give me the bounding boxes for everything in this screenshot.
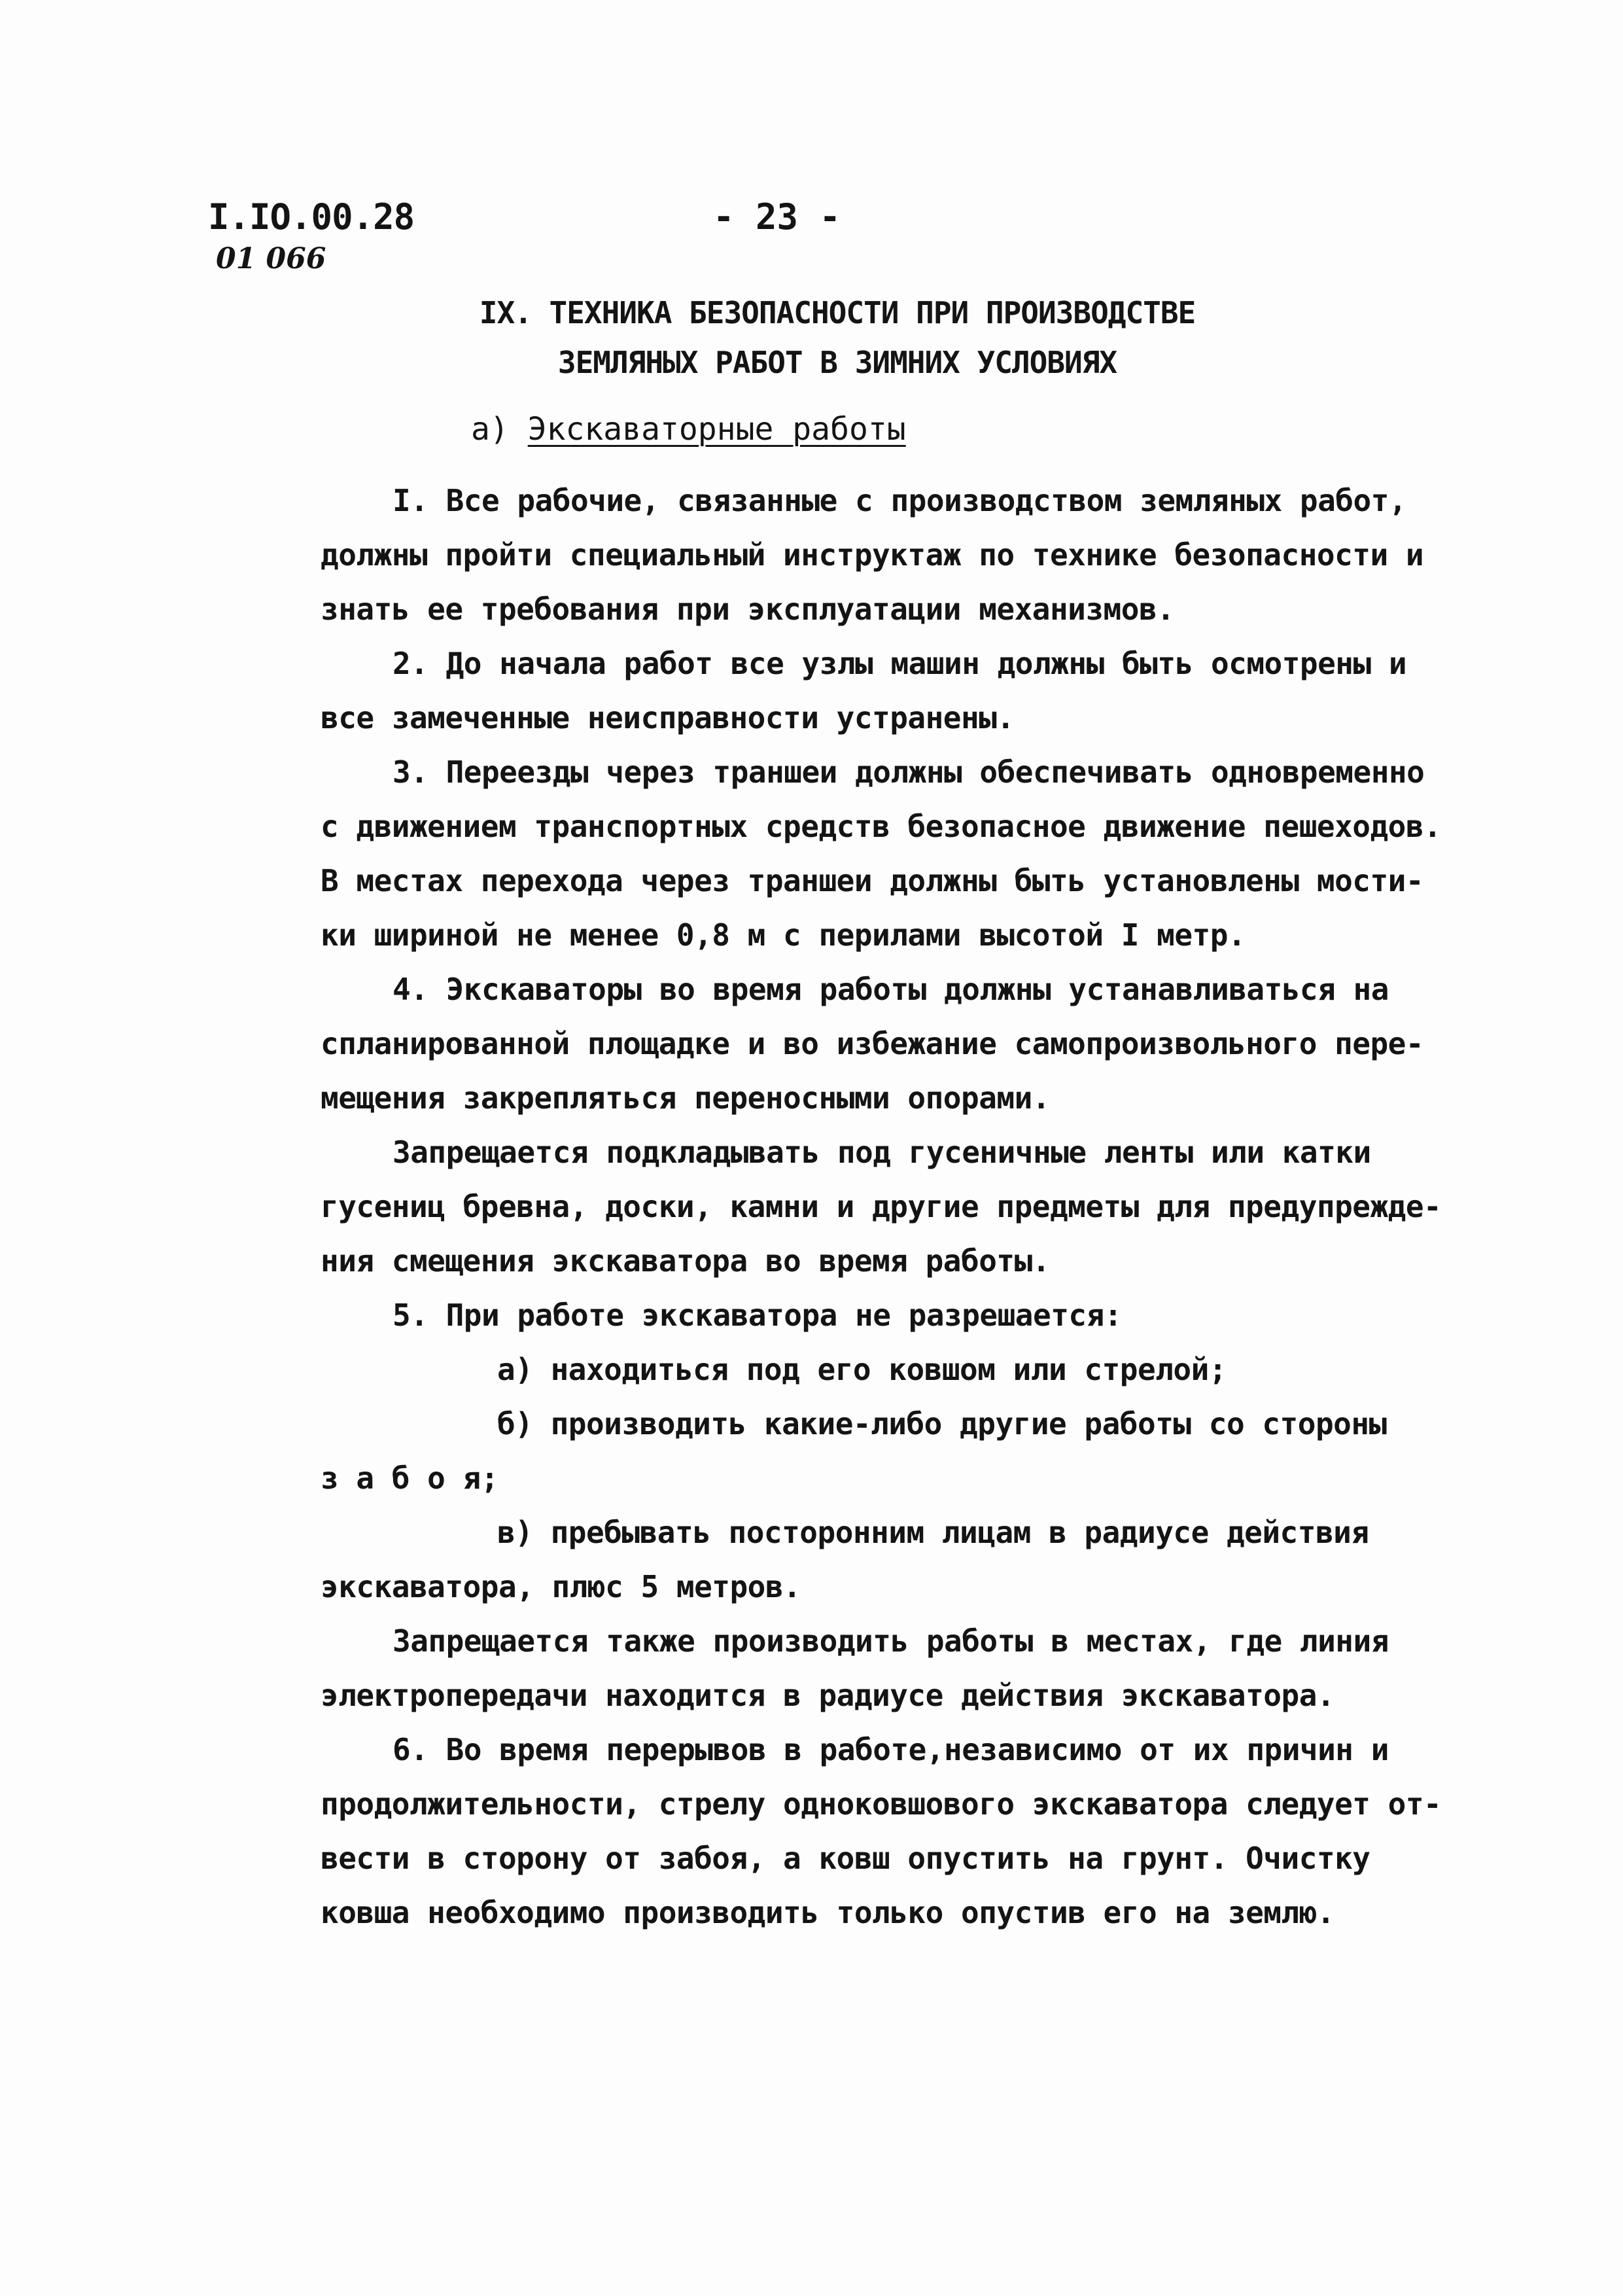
text-line: 2. До начала работ все узлы машин должны быть осмотрены и [393, 646, 1407, 681]
text-line: б) производить какие-либо другие работы со стороны [497, 1406, 1387, 1441]
text-line: ковша необходимо производить только опустив его на землю. [321, 1895, 1335, 1930]
text-line: 4. Экскаваторы во время работы должны устанавливаться на [393, 972, 1389, 1007]
text-line: в) пребывать посторонним лицам в радиусе действия [497, 1515, 1369, 1550]
text-line: экскаватора, плюс 5 метров. [321, 1569, 801, 1604]
text-line: Запрещается также производить работы в местах, где линия [393, 1623, 1389, 1659]
subsection-prefix: а) [471, 411, 509, 448]
text-line: спланированной площадке и во избежание самопроизвольного пере- [321, 1026, 1424, 1061]
text-line: з а б о я; [321, 1460, 498, 1496]
section-heading-line-2: ЗЕМЛЯНЫХ РАБОТ В ЗИМНИХ УСЛОВИЯХ [557, 345, 1117, 380]
text-line: 6. Во время перерывов в работе,независимо от их причин и [393, 1732, 1389, 1767]
text-line: мещения закрепляться переносными опорами. [321, 1080, 1050, 1116]
subsection-heading [471, 411, 906, 448]
text-line: 5. При работе экскаватора не разрешается: [393, 1298, 1122, 1333]
text-line: I. Все рабочие, связанные с производством земляных работ, [393, 483, 1407, 518]
text-line: вести в сторону от забоя, а ковш опустить на грунт. Очистку [321, 1841, 1370, 1876]
text-line: электропередачи находится в радиусе действия экскаватора. [321, 1678, 1335, 1713]
subsection-title: Экскаваторные работы [527, 411, 906, 448]
handwritten-note: 01 066 [216, 242, 326, 275]
text-line: с движением транспортных средств безопасное движение пешеходов. [321, 809, 1442, 844]
text-line: 3. Переезды через траншеи должны обеспечивать одновременно [393, 754, 1425, 790]
text-line: должны пройти специальный инструктаж по технике безопасности и [321, 537, 1424, 573]
text-line: ки шириной не менее 0,8 м с перилами высотой I метр. [321, 917, 1246, 953]
text-line: а) находиться под его ковшом или стрелой; [497, 1352, 1227, 1387]
document-code: I.IO.00.28 [208, 196, 415, 238]
text-line: В местах перехода через траншеи должны быть установлены мости- [321, 863, 1424, 898]
text-line: Запрещается подкладывать под гусеничные ленты или катки [393, 1135, 1371, 1170]
section-heading-line-1: IX. ТЕХНИКА БЕЗОПАСНОСТИ ПРИ ПРОИЗВОДСТВЕ [479, 295, 1196, 330]
section-heading [458, 288, 1217, 387]
text-line: все замеченные неисправности устранены. [321, 700, 1015, 735]
text-line: ния смещения экскаватора во время работы. [321, 1243, 1050, 1279]
text-line: продолжительности, стрелу одноковшового экскаватора следует от- [321, 1786, 1442, 1822]
text-line: гусениц бревна, доски, камни и другие предметы для предупрежде- [321, 1189, 1442, 1224]
text-line: знать ее требования при эксплуатации механизмов. [321, 592, 1175, 627]
page-number: - 23 - [713, 196, 841, 238]
